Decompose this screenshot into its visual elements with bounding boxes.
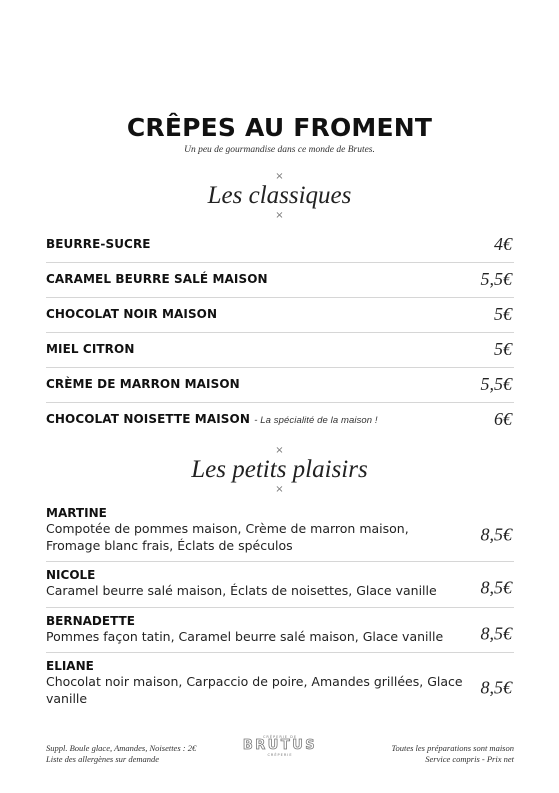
item-price: 8,5€ (480, 623, 512, 644)
item-name: ELIANE (46, 659, 94, 673)
section-title-classiques: Les classiques (207, 182, 352, 209)
item-name: BERNADETTE (46, 613, 135, 628)
list-item (46, 368, 514, 403)
item-price: 4€ (494, 234, 512, 254)
item-price: 8,5€ (480, 577, 512, 598)
footer-service: Service compris - Prix net (425, 754, 514, 764)
brutus-logo (230, 735, 330, 757)
item-name: CRÈME DE MARRON MAISON (46, 377, 240, 391)
item-name: MARTINE (46, 506, 107, 520)
item-price: 5,5€ (480, 374, 512, 394)
list-item (46, 608, 514, 654)
item-name: CHOCOLAT NOIR MAISON (46, 307, 218, 321)
section-title-petits-plaisirs: Les petits plaisirs (191, 456, 368, 483)
item-price: 5€ (494, 339, 512, 359)
item-note: - La spécialité de la maison ! (254, 415, 378, 426)
list-item (46, 263, 514, 298)
footer-allergens: Liste des allergènes sur demande (46, 754, 160, 764)
item-name: CHOCOLAT NOISETTE MAISON - La spécialité de la maison ! (46, 412, 378, 426)
item-description: Chocolat noir maison, Carpaccio de poire, Amandes grillées, Glace vanille (46, 674, 463, 706)
logo-small-text: CRÊPERIE DE (262, 735, 298, 739)
item-price: 6€ (494, 409, 512, 429)
item-price: 5,5€ (480, 269, 512, 289)
item-description: Caramel beurre salé maison, Éclats de noisettes, Glace vanille (46, 583, 437, 598)
item-name: CARAMEL BEURRE SALÉ MAISON (46, 272, 268, 286)
page-subtitle: Un peu de gourmandise dans ce monde de Brutes. (184, 145, 375, 155)
list-item (46, 500, 514, 562)
separator-cross-icon: × (275, 171, 284, 182)
item-price: 8,5€ (480, 524, 512, 545)
separator-cross-icon: × (275, 445, 284, 456)
footer-notes-left (46, 743, 196, 765)
logo-sub-text: CRÊPERIE (267, 753, 293, 757)
list-item (46, 562, 514, 608)
list-item (46, 653, 514, 714)
item-price: 5€ (494, 304, 512, 324)
logo-text: BRUTUS (242, 738, 318, 753)
list-item (46, 298, 514, 333)
item-name: MIEL CITRON (46, 342, 135, 356)
item-description: Compotée de pommes maison, Crème de marron maison, Fromage blanc frais, Éclats de spéculos (46, 521, 409, 553)
item-price: 8,5€ (480, 677, 512, 698)
list-item (46, 403, 514, 437)
item-name: BEURRE-SUCRE (46, 237, 151, 251)
item-name: NICOLE (46, 568, 96, 582)
footer-homemade: Toutes les préparations sont maison (391, 743, 514, 753)
footer-supplement: Suppl. Boule glace, Amandes, Noisettes : 2€ (46, 743, 197, 753)
list-item (46, 333, 514, 368)
classiques-list (46, 228, 514, 437)
list-item (46, 228, 514, 263)
separator-cross-icon: × (275, 484, 284, 495)
item-description: Pommes façon tatin, Caramel beurre salé maison, Glace vanille (46, 628, 444, 644)
footer-notes-right (392, 743, 514, 765)
petits-plaisirs-list (46, 500, 514, 714)
separator-cross-icon: × (275, 210, 284, 221)
page-title: CRÊPES AU FROMENT (126, 113, 433, 142)
